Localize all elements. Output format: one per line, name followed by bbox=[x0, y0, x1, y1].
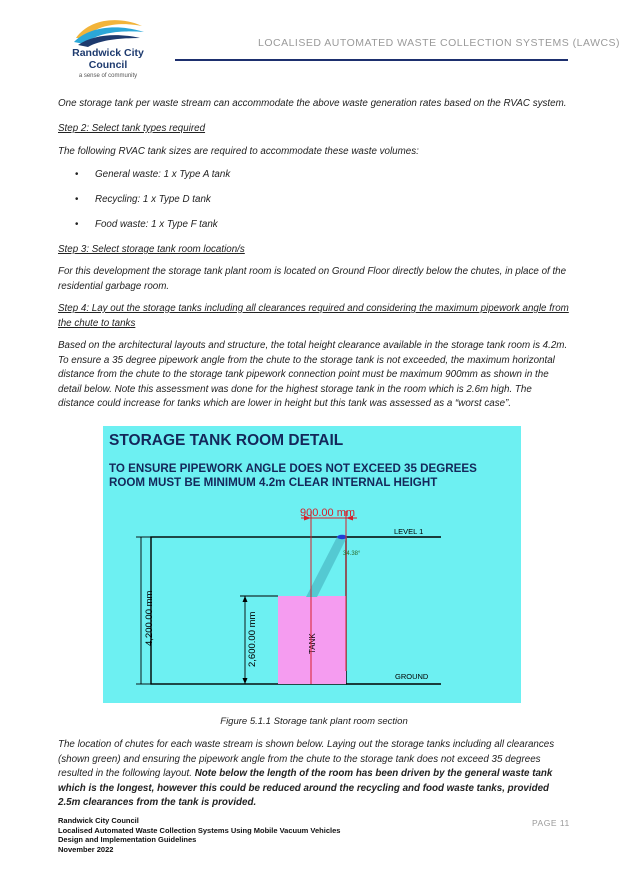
ground-label: GROUND bbox=[395, 672, 429, 681]
dimension-900mm: 900.00 mm bbox=[300, 507, 356, 519]
figure-caption: Figure 5.1.1 Storage tank plant room section bbox=[220, 716, 408, 727]
logo-tagline: a sense of community bbox=[78, 73, 138, 79]
logo-name-line1: Randwick City bbox=[72, 47, 144, 59]
step4-heading: Step 4: Lay out the storage tanks including all clearances required and considering the maximum pipework angle from the chute to tanks bbox=[58, 303, 569, 329]
logo-name-line2: Council bbox=[88, 59, 128, 71]
tank-label: TANK bbox=[308, 633, 317, 654]
header-title: LOCALISED AUTOMATED WASTE COLLECTION SYSTEMS (LAWCS) bbox=[258, 37, 621, 49]
level1-label: LEVEL 1 bbox=[394, 527, 424, 536]
step3-heading: Step 3: Select storage tank room location/s bbox=[58, 244, 245, 255]
tank-height-label: 2,600.00 mm bbox=[247, 611, 258, 667]
footer-line3: Design and Implementation Guidelines bbox=[58, 835, 197, 845]
logo-name bbox=[56, 47, 160, 71]
step3-text: For this development the storage tank plant room is located on Ground Floor directly below the chutes, in place of the residential garbage room. bbox=[58, 266, 567, 292]
closing-paragraph bbox=[58, 738, 570, 811]
footer-line4: November 2022 bbox=[58, 844, 114, 854]
council-logo bbox=[56, 14, 160, 82]
intro-paragraph: One storage tank per waste stream can accommodate the above waste generation rates based on the RVAC system. bbox=[58, 98, 567, 109]
list-item: • Recycling: 1 x Type D tank bbox=[58, 193, 458, 218]
tank-list bbox=[58, 168, 458, 243]
council-logo-waves-icon bbox=[56, 14, 160, 48]
diagram-subtitle-line2: ROOM MUST BE MINIMUM 4.2m CLEAR INTERNAL HEIGHT bbox=[109, 476, 438, 489]
step2-text: The following RVAC tank sizes are required to accommodate these waste volumes: bbox=[58, 146, 419, 157]
page-number: PAGE 11 bbox=[532, 818, 570, 828]
footer bbox=[58, 816, 340, 854]
storage-tank-room-diagram bbox=[103, 426, 521, 703]
footer-line1: Randwick City Council bbox=[58, 816, 139, 825]
step4-text: Based on the architectural layouts and structure, the total height clearance available in the storage tank room is 4.2m. To ensure a 35 degree pipework angle from the chute to the storage tank is not exceeded, the maximum horizontal distance from the chute to the storage tank pipework connection point must be maximum 900mm as shown in the detail below. Note this assessment was done for the highest storage tank in the room which is 2.6m high. The distance could increase for tanks which are lower in height but this tank was assessed as a “worst case”. bbox=[58, 340, 568, 409]
list-item: • General waste: 1 x Type A tank bbox=[58, 168, 458, 193]
room-height-label: 4,200.00 mm bbox=[144, 590, 155, 646]
footer-line2: Localised Automated Waste Collection Systems Using Mobile Vacuum Vehicles bbox=[58, 825, 341, 835]
diagram-title: STORAGE TANK ROOM DETAIL bbox=[109, 432, 344, 449]
closing-text: The location of chutes for each waste stream is shown below. Laying out the storage tanks including all clearances (shown green) and ensuring the pipework angle from the chute to the storage tank does not exceed 35 degrees resulted in the following layout. bbox=[58, 739, 555, 779]
diagram-subtitle-line1: TO ENSURE PIPEWORK ANGLE DOES NOT EXCEED 35 DEGREES bbox=[109, 462, 477, 475]
angle-label: 34.38° bbox=[343, 551, 361, 557]
closing-bold-note: Note below the length of the room has been driven by the general waste tank which is the longest, however this could be reduced around the recycling and food waste tanks, provided 2.5m clearances from the tank is provided. bbox=[58, 768, 553, 808]
list-item: • Food waste: 1 x Type F tank bbox=[58, 218, 458, 243]
header-divider bbox=[175, 59, 568, 61]
step2-heading: Step 2: Select tank types required bbox=[58, 123, 206, 134]
